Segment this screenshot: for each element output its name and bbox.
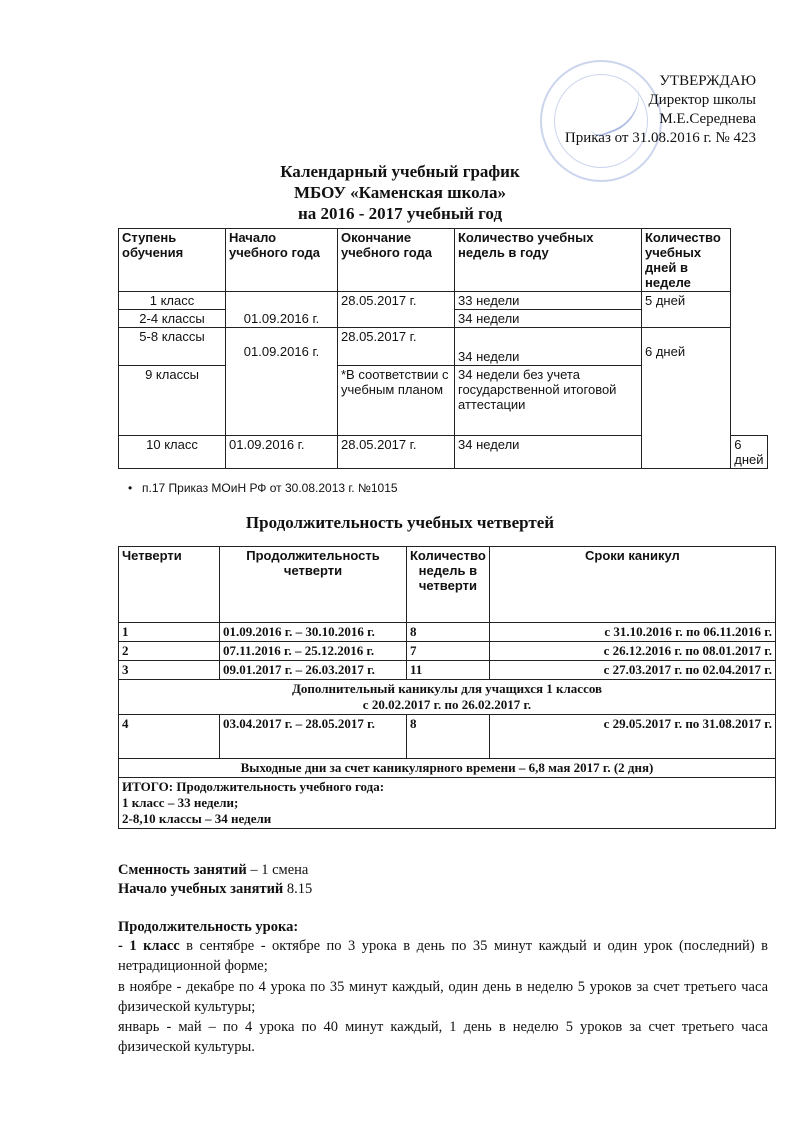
extra-holidays-dates: с 20.02.2017 г. по 26.02.2017 г. <box>362 697 532 712</box>
table-cell: 5 дней <box>642 292 731 328</box>
col-header: Начало учебного года <box>226 229 338 292</box>
table-cell: 8 <box>407 623 490 642</box>
table-cell: 34 недели <box>455 328 642 366</box>
lesson-heading: Продолжительность урока: <box>118 919 299 935</box>
table-cell: 1 <box>119 623 220 642</box>
table-cell: 2-4 классы <box>119 310 226 328</box>
table-cell: 9 классы <box>119 366 226 436</box>
table-cell: 07.11.2016 г. – 25.12.2016 г. <box>220 642 407 661</box>
table-cell: 09.01.2017 г. – 26.03.2017 г. <box>220 661 407 680</box>
col-header: Ступень обучения <box>119 229 226 292</box>
table-cell: 6 дней <box>731 436 768 469</box>
table-row <box>119 623 776 642</box>
table-cell: 10 класс <box>119 436 226 469</box>
table-cell: 01.09.2016 г. <box>226 436 338 469</box>
lesson-paragraph-2: в ноябре - декабре по 4 урока по 35 минут каждый, один день в неделю 5 уроков за счет третьего часа физической культуры; <box>118 979 768 1015</box>
shift-label: Сменность занятий <box>118 862 247 878</box>
schedule-table <box>118 228 768 469</box>
extra-holidays <box>119 680 776 715</box>
start-line <box>118 879 312 899</box>
total-label: ИТОГО: Продолжительность учебного года: <box>122 779 385 794</box>
table-cell: с 31.10.2016 г. по 06.11.2016 г. <box>489 623 775 642</box>
doc-year: на 2016 - 2017 учебный год <box>297 204 503 223</box>
approval-name: М.Е.Середнева <box>659 111 756 127</box>
table-header-row <box>119 547 776 623</box>
lesson-text: в сентябре - октябре по 3 урока в день по 35 минут каждый и один урок (последний) в нетрадиционной форме; <box>118 938 768 974</box>
total-grades-other: 2-8,10 классы – 34 недели <box>122 811 272 826</box>
table-cell: 28.05.2017 г. <box>338 328 455 366</box>
col-header: Количество недель в четверти <box>407 547 490 623</box>
table-header-row <box>119 229 768 292</box>
table-row <box>119 680 776 715</box>
col-header: Количество учебных дней в неделе <box>642 229 731 292</box>
start-label: Начало учебных занятий <box>118 881 284 897</box>
table-row <box>119 715 776 759</box>
table-cell: 01.09.2016 г. <box>226 328 338 436</box>
table-cell: 01.09.2016 г. – 30.10.2016 г. <box>220 623 407 642</box>
table-cell: 11 <box>407 661 490 680</box>
section-title: Продолжительность учебных четвертей <box>245 513 555 532</box>
table-cell: 34 недели <box>455 436 642 469</box>
table-cell: 6 дней <box>642 328 731 469</box>
shift-value: – 1 смена <box>246 862 309 878</box>
approval-position: Директор школы <box>648 92 756 108</box>
lesson-paragraph-1 <box>118 936 768 976</box>
table-cell: 03.04.2017 г. – 28.05.2017 г. <box>220 715 407 759</box>
table-cell: 8 <box>407 715 490 759</box>
approval-block <box>565 72 756 148</box>
table-cell: 33 недели <box>455 292 642 310</box>
table-cell: 5-8 классы <box>119 328 226 366</box>
table-cell: 1 класс <box>119 292 226 310</box>
table-cell: 2 <box>119 642 220 661</box>
table-row <box>119 328 768 366</box>
lesson-grade1-label: - 1 класс <box>118 938 180 954</box>
extra-holidays-label: Дополнительный каникулы для учащихся 1 классов <box>291 681 603 696</box>
table-cell: с 29.05.2017 г. по 31.08.2017 г. <box>489 715 775 759</box>
table-row <box>119 778 776 829</box>
total-grade1: 1 класс – 33 недели; <box>122 795 239 810</box>
table-cell: 01.09.2016 г. <box>226 292 338 328</box>
col-header: Количество учебных недель в году <box>455 229 642 292</box>
shift-line <box>118 860 308 880</box>
approval-order: Приказ от 31.08.2016 г. № 423 <box>564 130 756 146</box>
start-value: 8.15 <box>283 881 313 897</box>
table-cell: *В соответствии с учебным планом <box>338 366 455 436</box>
doc-title: Календарный учебный график <box>280 162 520 181</box>
table-cell: 28.05.2017 г. <box>338 292 455 328</box>
table-cell: 34 недели <box>455 310 642 328</box>
table-cell: 4 <box>119 715 220 759</box>
total-cell <box>119 778 776 829</box>
col-header: Сроки каникул <box>489 547 775 623</box>
approval-title: УТВЕРЖДАЮ <box>659 73 756 89</box>
table-cell: 3 <box>119 661 220 680</box>
table-cell: 34 недели без учета государственной итоговой аттестации <box>455 366 642 436</box>
table-row <box>119 661 776 680</box>
table-row <box>119 642 776 661</box>
lesson-paragraph-3: январь - май – по 4 урока по 40 минут каждый, 1 день в неделю 5 уроков за счет третьего часа физической культуры. <box>118 1019 768 1055</box>
col-header: Окончание учебного года <box>338 229 455 292</box>
table-cell: 7 <box>407 642 490 661</box>
footnote: • п.17 Приказ МОиН РФ от 30.08.2013 г. №1015 <box>142 481 398 495</box>
table-cell: с 27.03.2017 г. по 02.04.2017 г. <box>489 661 775 680</box>
doc-school: МБОУ «Каменская школа» <box>294 183 506 202</box>
weekend-note: Выходные дни за счет каникулярного времени – 6,8 мая 2017 г. (2 дня) <box>119 759 776 778</box>
table-row <box>119 292 768 310</box>
table-row <box>119 759 776 778</box>
col-header: Продолжительность четверти <box>220 547 407 623</box>
table-cell: 28.05.2017 г. <box>338 436 455 469</box>
quarters-table <box>118 546 776 829</box>
col-header: Четверти <box>119 547 220 623</box>
table-cell: с 26.12.2016 г. по 08.01.2017 г. <box>489 642 775 661</box>
